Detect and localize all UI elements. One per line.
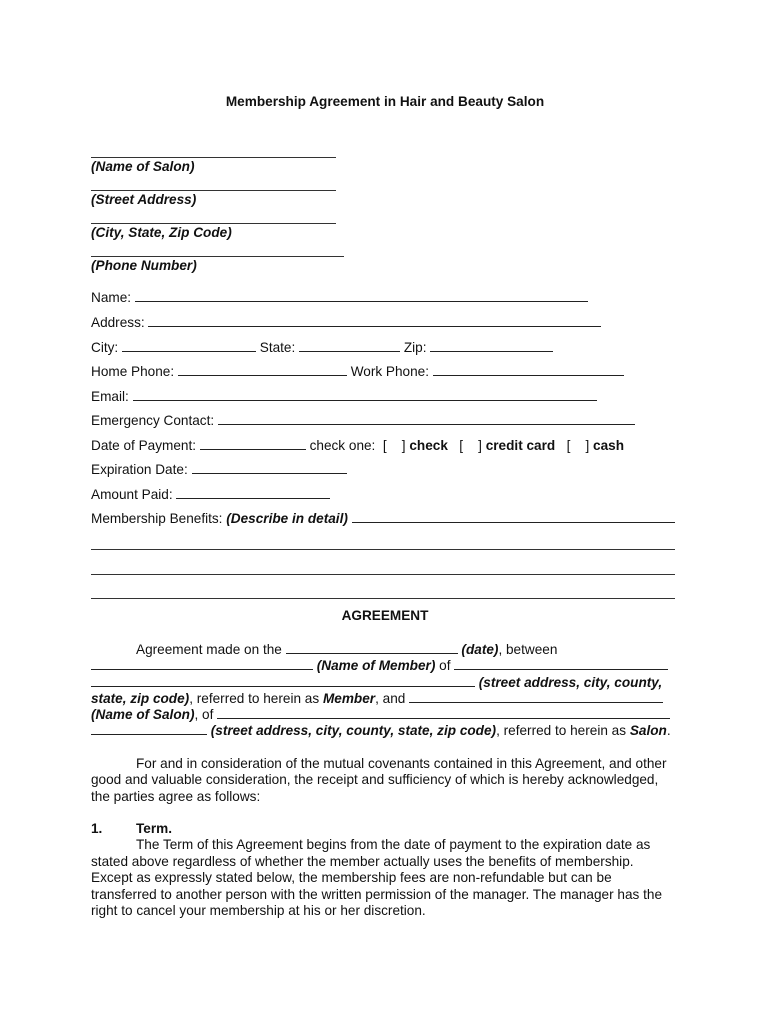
paragraph-line: For and in consideration of the mutual covenants contained in this Agreement, and other <box>136 756 667 771</box>
emergency-field[interactable] <box>218 412 635 425</box>
phone-label: (Phone Number) <box>91 258 197 273</box>
text: of <box>435 658 451 673</box>
text: , referred to herein as <box>496 723 630 738</box>
email-field[interactable] <box>133 388 597 401</box>
salon-address-field-2[interactable] <box>91 722 207 735</box>
salon-name-field[interactable] <box>409 690 663 703</box>
home-phone-label: Home Phone: <box>91 364 175 379</box>
amount-label: Amount Paid: <box>91 487 173 502</box>
emergency-label: Emergency Contact: <box>91 413 215 428</box>
benefits-field[interactable] <box>352 510 675 523</box>
bracket: ] <box>401 438 406 453</box>
paragraph-line: the parties agree as follows: <box>91 789 261 804</box>
city-field[interactable] <box>122 339 256 352</box>
section-line: The Term of this Agreement begins from the date of payment to the expiration date as <box>136 837 651 852</box>
work-phone-field[interactable] <box>433 363 624 376</box>
zip-field[interactable] <box>430 339 553 352</box>
benefits-label: Membership Benefits: <box>91 511 223 526</box>
text: (Name of Member) <box>316 658 436 673</box>
section-line: Except as expressly stated below, the membership fees are non-refundable but can be <box>91 870 612 885</box>
city-label: City: <box>91 340 119 355</box>
benefits-line-4[interactable] <box>91 598 675 599</box>
section-line: stated above regardless of whether the member actually uses the benefits of membership. <box>91 854 634 869</box>
name-label: Name: <box>91 290 132 305</box>
city-state-zip-label: (City, State, Zip Code) <box>91 225 232 240</box>
credit-checkbox[interactable]: [ <box>459 438 464 453</box>
bracket: ] <box>478 438 482 453</box>
section-number: 1. <box>91 821 103 836</box>
check-one-label: check one: <box>309 438 376 453</box>
salon-name-label: (Name of Salon) <box>91 159 195 174</box>
paragraph-line: good and valuable consideration, the receipt and sufficiency of which is hereby acknowledged, <box>91 772 659 787</box>
member-name-field[interactable] <box>91 657 313 670</box>
text: (date) <box>461 642 499 657</box>
text: , between <box>498 642 558 657</box>
date-field[interactable] <box>286 641 458 654</box>
zip-label: Zip: <box>403 340 427 355</box>
benefits-line-3[interactable] <box>91 574 675 575</box>
address-field[interactable] <box>148 314 601 327</box>
text: . <box>666 723 671 738</box>
text: (street address, city, county, <box>478 675 663 690</box>
credit-option: credit card <box>485 438 556 453</box>
work-phone-label: Work Phone: <box>350 364 430 379</box>
text: Agreement made on the <box>136 642 282 657</box>
expiration-field[interactable] <box>192 461 347 474</box>
text: Member <box>322 691 376 706</box>
street-label: (Street Address) <box>91 192 197 207</box>
section-line: right to cancel your membership at his or her discretion. <box>91 903 426 918</box>
street-line[interactable] <box>91 190 336 191</box>
text: (street address, city, county, state, zip code) <box>210 723 497 738</box>
benefits-line-2[interactable] <box>91 549 675 550</box>
agreement-heading: AGREEMENT <box>341 608 429 623</box>
date-payment-label: Date of Payment: <box>91 438 197 453</box>
section-line: transferred to another person with the written permission of the manager. The manager has the <box>91 887 663 902</box>
section-title: Term. <box>136 821 173 836</box>
state-label: State: <box>259 340 296 355</box>
date-payment-field[interactable] <box>200 437 306 450</box>
text: , and <box>375 691 406 706</box>
email-label: Email: <box>91 389 129 404</box>
member-address-field[interactable] <box>454 657 668 670</box>
phone-line[interactable] <box>91 256 344 257</box>
home-phone-field[interactable] <box>178 363 347 376</box>
expiration-label: Expiration Date: <box>91 462 188 477</box>
salon-name-line[interactable] <box>91 157 336 158</box>
row-name <box>91 289 588 305</box>
text: , of <box>194 707 214 722</box>
bracket: ] <box>585 438 590 453</box>
text: (Name of Salon) <box>91 707 195 722</box>
cash-checkbox[interactable]: [ <box>566 438 571 453</box>
city-line[interactable] <box>91 223 336 224</box>
state-field[interactable] <box>299 339 400 352</box>
amount-field[interactable] <box>176 486 330 499</box>
check-checkbox[interactable]: [ <box>382 438 387 453</box>
text: Salon <box>629 723 667 738</box>
text: state, zip code) <box>91 691 190 706</box>
cash-option: cash <box>593 438 624 453</box>
member-address-field-2[interactable] <box>91 674 475 687</box>
name-field[interactable] <box>135 289 588 302</box>
salon-address-field[interactable] <box>217 706 670 719</box>
address-label: Address: <box>91 315 145 330</box>
check-option: check <box>409 438 448 453</box>
text: , referred to herein as <box>189 691 323 706</box>
benefits-hint: (Describe in detail) <box>226 511 348 526</box>
document-title: Membership Agreement in Hair and Beauty Salon <box>225 94 545 109</box>
